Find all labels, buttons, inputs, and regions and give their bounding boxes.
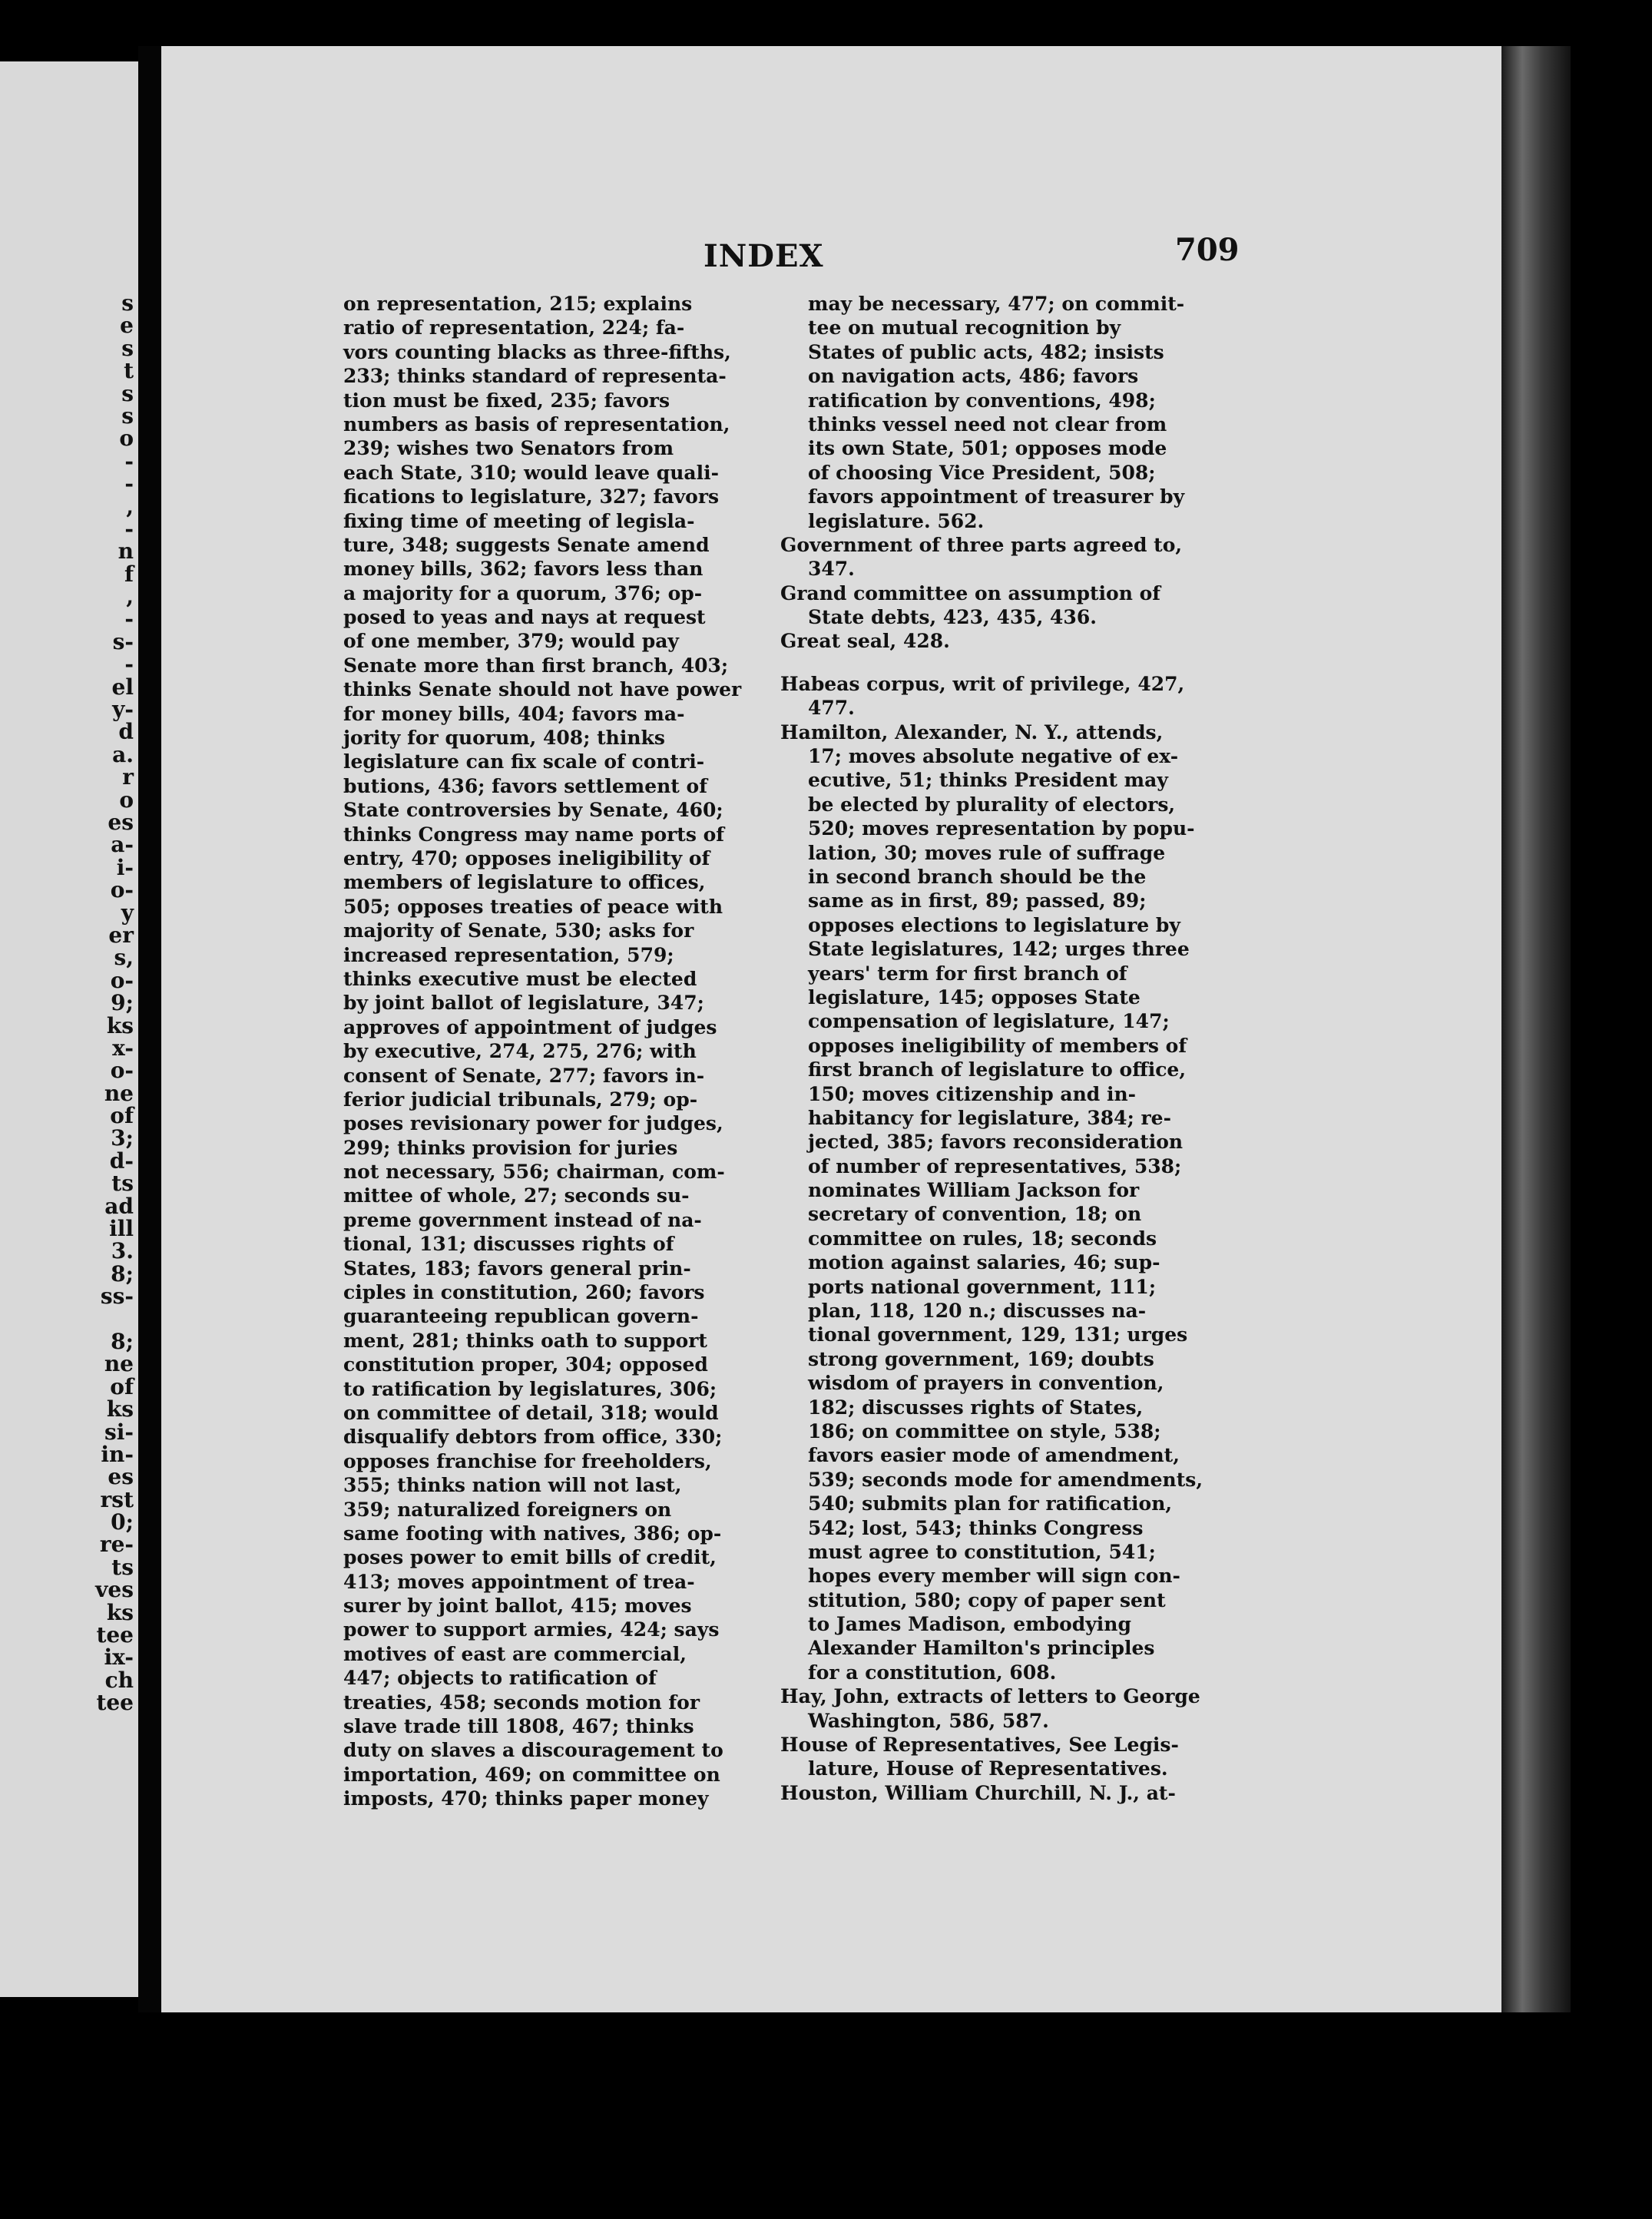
index-line: opposes elections to legislature by xyxy=(808,913,1180,936)
fragment-line: y- xyxy=(112,697,134,723)
index-line: stitution, 580; copy of paper sent xyxy=(808,1588,1166,1611)
fragment-line: ks xyxy=(106,1599,134,1625)
index-line: to ratification by legislatures, 306; xyxy=(343,1377,717,1400)
index-line: importation, 469; on committee on xyxy=(343,1763,720,1786)
fragment-line: d xyxy=(118,719,134,745)
index-line: ratification by conventions, 498; xyxy=(808,389,1156,412)
index-line: thinks executive must be elected xyxy=(343,967,697,990)
index-line: motion against salaries, 46; sup- xyxy=(808,1251,1160,1274)
fragment-line: ch xyxy=(104,1667,134,1693)
fragment-line: re- xyxy=(99,1532,134,1558)
index-line: in second branch should be the xyxy=(808,865,1147,888)
fragment-line: in- xyxy=(101,1441,134,1467)
fragment-line: 3; xyxy=(111,1125,134,1151)
fragment-line: o- xyxy=(110,967,134,993)
fragment-line: x- xyxy=(112,1035,134,1061)
index-line: 355; thinks nation will not last, xyxy=(343,1474,682,1497)
index-line: imposts, 470; thinks paper money xyxy=(343,1787,709,1810)
index-line: lation, 30; moves rule of suffrage xyxy=(808,841,1166,864)
index-line: 359; naturalized foreigners on xyxy=(343,1498,672,1521)
index-line: hopes every member will sign con- xyxy=(808,1565,1180,1588)
index-line: 540; submits plan for ratification, xyxy=(808,1492,1173,1515)
fragment-line: - xyxy=(124,606,134,632)
index-line: thinks Senate should not have power xyxy=(343,678,742,701)
index-line: thinks vessel need not clear from xyxy=(808,412,1167,436)
fragment-line: o- xyxy=(110,1058,134,1084)
index-line: to James Madison, embodying xyxy=(808,1613,1131,1636)
fragment-line: d- xyxy=(109,1148,134,1174)
index-line: ferior judicial tribunals, 279; op- xyxy=(343,1088,698,1111)
fragment-line: 3. xyxy=(111,1238,134,1264)
fragment-line: ix- xyxy=(104,1644,134,1671)
index-line: each State, 310; would leave quali- xyxy=(343,461,720,484)
fragment-line: ne xyxy=(104,1080,134,1106)
fragment-line: t xyxy=(124,358,134,384)
index-line: State legislatures, 142; urges three xyxy=(808,938,1190,961)
index-line: favors appointment of treasurer by xyxy=(808,485,1185,508)
fragment-line: ks xyxy=(106,1396,134,1422)
fragment-line: i- xyxy=(116,854,134,880)
index-line: not necessary, 556; chairman, com- xyxy=(343,1161,725,1184)
index-column-right xyxy=(780,292,1241,1805)
index-line: 477. xyxy=(808,697,855,720)
index-line: 150; moves citizenship and in- xyxy=(808,1082,1137,1105)
index-line: vors counting blacks as three-fifths, xyxy=(343,340,731,363)
index-line: increased representation, 579; xyxy=(343,943,674,966)
index-line: opposes ineligibility of members of xyxy=(808,1034,1187,1057)
index-line: habitancy for legislature, 384; re- xyxy=(808,1106,1171,1129)
index-line: mittee of whole, 27; seconds su- xyxy=(343,1184,690,1207)
fragment-line: ks xyxy=(106,1012,134,1038)
index-line: money bills, 362; favors less than xyxy=(343,558,704,581)
index-line: nominates William Jackson for xyxy=(808,1179,1140,1202)
fragment-line: tee xyxy=(96,1690,134,1716)
fragment-line: , xyxy=(126,493,134,519)
index-line: by joint ballot of legislature, 347; xyxy=(343,992,704,1015)
fragment-line: el xyxy=(111,674,134,700)
index-line: legislature, 145; opposes State xyxy=(808,985,1141,1008)
fragment-line: - xyxy=(124,471,134,497)
index-line: consent of Senate, 277; favors in- xyxy=(343,1064,705,1087)
fragment-line: - xyxy=(124,651,134,677)
index-line: power to support armies, 424; says xyxy=(343,1618,720,1641)
index-line: secretary of convention, 18; on xyxy=(808,1203,1142,1226)
index-line: on representation, 215; explains xyxy=(343,293,693,315)
fragment-line: s xyxy=(121,290,134,316)
index-line: may be necessary, 477; on commit- xyxy=(808,293,1185,315)
index-line: numbers as basis of representation, xyxy=(343,412,730,436)
index-column-left xyxy=(343,292,773,1811)
fragment-line: o xyxy=(119,426,134,452)
index-line: a majority for a quorum, 376; op- xyxy=(343,581,703,604)
index-entry-heading: House of Representatives, See Legis- xyxy=(780,1734,1179,1757)
index-line: committee on rules, 18; seconds xyxy=(808,1227,1157,1250)
index-line: 347. xyxy=(808,558,855,581)
fragment-line: 8; xyxy=(111,1328,134,1354)
index-line: members of legislature to offices, xyxy=(343,871,706,894)
fragment-line: y xyxy=(121,899,134,926)
index-line: 542; lost, 543; thinks Congress xyxy=(808,1516,1144,1539)
index-line: favors easier mode of amendment, xyxy=(808,1444,1180,1467)
index-line: ecutive, 51; thinks President may xyxy=(808,769,1168,792)
index-line: ratio of representation, 224; fa- xyxy=(343,316,685,339)
fragment-line: a. xyxy=(112,741,134,767)
facing-page-text-fragments xyxy=(95,292,134,1714)
index-line: tee on mutual recognition by xyxy=(808,316,1121,339)
index-line: of one member, 379; would pay xyxy=(343,630,679,653)
index-entry-heading: Hay, John, extracts of letters to George xyxy=(780,1685,1200,1708)
index-line: ture, 348; suggests Senate amend xyxy=(343,533,710,556)
index-line: for money bills, 404; favors ma- xyxy=(343,702,685,725)
index-line: motives of east are commercial, xyxy=(343,1642,687,1665)
index-line: years' term for first branch of xyxy=(808,962,1127,985)
fragment-line: s xyxy=(121,402,134,429)
fragment-line: , xyxy=(126,584,134,610)
index-line: of choosing Vice President, 508; xyxy=(808,461,1156,484)
index-line: on navigation acts, 486; favors xyxy=(808,365,1139,388)
fragment-line: ss- xyxy=(100,1283,134,1310)
index-line: 539; seconds mode for amendments, xyxy=(808,1468,1203,1491)
index-line: constitution proper, 304; opposed xyxy=(343,1353,708,1376)
fragment-line: tee xyxy=(96,1622,134,1648)
index-entry-heading: Government of three parts agreed to, xyxy=(780,533,1183,556)
index-entry-heading: Grand committee on assumption of xyxy=(780,581,1161,604)
index-entry-heading: Great seal, 428. xyxy=(780,630,950,653)
index-line: 299; thinks provision for juries xyxy=(343,1136,678,1159)
fragment-line: - xyxy=(124,515,134,542)
index-line: of number of representatives, 538; xyxy=(808,1154,1182,1177)
fragment-line: er xyxy=(108,922,134,948)
fragment-line: s, xyxy=(114,945,134,971)
index-line: legislature can fix scale of contri- xyxy=(343,750,705,773)
index-line: 17; moves absolute negative of ex- xyxy=(808,745,1179,768)
fragment-line: - xyxy=(124,448,134,474)
book-gutter xyxy=(138,46,161,2012)
index-line: States, 183; favors general prin- xyxy=(343,1257,691,1280)
fragment-line: f xyxy=(124,561,134,587)
index-line: surer by joint ballot, 415; moves xyxy=(343,1595,692,1618)
fragment-line: s- xyxy=(112,628,134,654)
fragment-line: 8; xyxy=(111,1260,134,1287)
index-line: by executive, 274, 275, 276; with xyxy=(343,1040,697,1063)
index-line: slave trade till 1808, 467; thinks xyxy=(343,1715,694,1738)
index-line: 182; discusses rights of States, xyxy=(808,1396,1144,1419)
index-line: for a constitution, 608. xyxy=(808,1661,1057,1684)
page-number: 709 xyxy=(1175,232,1240,268)
index-line: thinks Congress may name ports of xyxy=(343,823,725,846)
index-entry-heading: Houston, William Churchill, N. J., at- xyxy=(780,1781,1176,1804)
fragment-line: a- xyxy=(111,832,134,858)
fragment-line: es xyxy=(108,1464,134,1490)
fragment-line: r xyxy=(122,764,134,790)
index-line: ment, 281; thinks oath to support xyxy=(343,1329,707,1352)
fragment-line: e xyxy=(120,313,134,339)
index-line: Alexander Hamilton's principles xyxy=(808,1637,1155,1660)
fragment-line: s xyxy=(121,335,134,361)
index-line: first branch of legislature to office, xyxy=(808,1058,1187,1081)
index-line: lature, House of Representatives. xyxy=(808,1757,1168,1780)
fragment-line: n xyxy=(118,538,134,565)
index-line: majority of Senate, 530; asks for xyxy=(343,919,694,942)
fragment-line: ves xyxy=(95,1577,134,1603)
index-line: approves of appointment of judges xyxy=(343,1015,717,1038)
index-entry-heading: Habeas corpus, writ of privilege, 427, xyxy=(780,672,1185,695)
index-line: same as in first, 89; passed, 89; xyxy=(808,889,1147,912)
index-line: preme government instead of na- xyxy=(343,1208,702,1231)
index-line: tional government, 129, 131; urges xyxy=(808,1323,1188,1346)
fragment-line: 9; xyxy=(111,990,134,1016)
fragment-line: ts xyxy=(111,1554,134,1580)
fragment-line: 0; xyxy=(111,1509,134,1535)
facing-page xyxy=(0,61,138,1997)
index-line: posed to yeas and nays at request xyxy=(343,606,706,629)
index-line: entry, 470; opposes ineligibility of xyxy=(343,846,710,869)
index-line: must agree to constitution, 541; xyxy=(808,1540,1156,1563)
index-line: legislature. 562. xyxy=(808,509,985,532)
index-line: Washington, 586, 587. xyxy=(808,1709,1049,1732)
index-line: compensation of legislature, 147; xyxy=(808,1010,1170,1033)
index-line: jority for quorum, 408; thinks xyxy=(343,727,665,750)
index-line: poses power to emit bills of credit, xyxy=(343,1546,717,1569)
index-line: ports national government, 111; xyxy=(808,1275,1157,1298)
index-line: same footing with natives, 386; op- xyxy=(343,1522,722,1545)
index-line: State controversies by Senate, 460; xyxy=(343,799,723,822)
index-line: 505; opposes treaties of peace with xyxy=(343,895,723,918)
index-line: States of public acts, 482; insists xyxy=(808,340,1164,363)
index-entry-heading: Hamilton, Alexander, N. Y., attends, xyxy=(780,720,1164,744)
index-line: fixing time of meeting of legisla- xyxy=(343,509,695,532)
index-line: poses revisionary power for judges, xyxy=(343,1112,723,1135)
index-line: tional, 131; discusses rights of xyxy=(343,1233,674,1256)
index-line: plan, 118, 120 n.; discusses na- xyxy=(808,1300,1147,1323)
index-line: fications to legislature, 327; favors xyxy=(343,485,720,508)
index-line: treaties, 458; seconds motion for xyxy=(343,1691,700,1714)
fragment-line: ne xyxy=(104,1351,134,1377)
page-header-title: INDEX xyxy=(704,238,824,274)
fragment-line xyxy=(95,1308,134,1330)
index-line: strong government, 169; doubts xyxy=(808,1347,1154,1370)
index-line: Senate more than first branch, 403; xyxy=(343,654,729,677)
fragment-line: ts xyxy=(111,1171,134,1197)
fragment-line: ill xyxy=(109,1216,134,1242)
index-line: on committee of detail, 318; would xyxy=(343,1401,719,1424)
fragment-line: of xyxy=(110,1373,134,1399)
index-line: 447; objects to ratification of xyxy=(343,1667,657,1690)
index-line: be elected by plurality of electors, xyxy=(808,793,1176,816)
index-line: tion must be fixed, 235; favors xyxy=(343,389,670,412)
fragment-line: o- xyxy=(110,877,134,903)
index-line: wisdom of prayers in convention, xyxy=(808,1372,1164,1395)
index-line: ciples in constitution, 260; favors xyxy=(343,1281,705,1304)
entry-gap xyxy=(780,654,1241,672)
index-line: duty on slaves a discouragement to xyxy=(343,1739,723,1762)
index-line: 186; on committee on style, 538; xyxy=(808,1419,1161,1442)
index-line: opposes franchise for freeholders, xyxy=(343,1449,712,1472)
index-line: 520; moves representation by popu- xyxy=(808,817,1195,840)
index-line: butions, 436; favors settlement of xyxy=(343,774,707,797)
index-line: 239; wishes two Senators from xyxy=(343,437,674,460)
fragment-line: o xyxy=(119,787,134,813)
fragment-line: ad xyxy=(104,1193,134,1219)
page-edge xyxy=(1501,46,1571,2012)
fragment-line: s xyxy=(121,380,134,406)
fragment-line: si- xyxy=(104,1419,134,1445)
index-line: 233; thinks standard of representa- xyxy=(343,365,727,388)
fragment-line: of xyxy=(110,1103,134,1129)
index-line: jected, 385; favors reconsideration xyxy=(808,1131,1184,1154)
index-line: disqualify debtors from office, 330; xyxy=(343,1426,723,1449)
fragment-line: es xyxy=(108,809,134,835)
index-line: its own State, 501; opposes mode xyxy=(808,437,1167,460)
index-line: guaranteeing republican govern- xyxy=(343,1305,699,1328)
fragment-line: rst xyxy=(100,1486,134,1512)
index-line: 413; moves appointment of trea- xyxy=(343,1570,695,1593)
index-line: State debts, 423, 435, 436. xyxy=(808,606,1097,629)
